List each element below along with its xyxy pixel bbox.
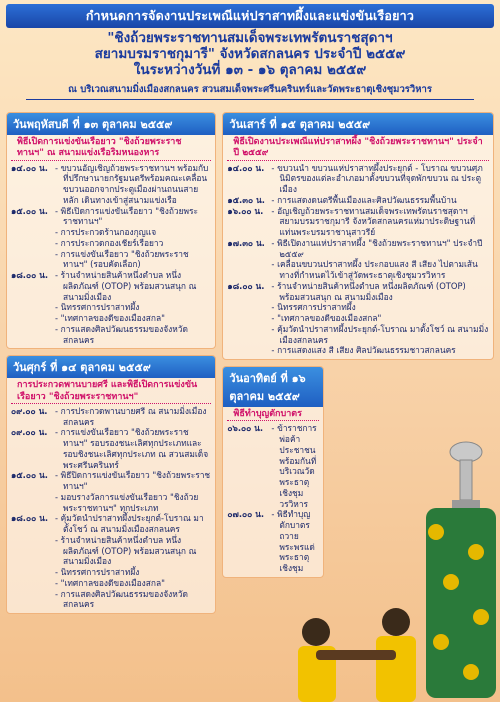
day-subtitle: พิธีเปิดการแข่งขันเรือยาว "ชิงถ้วยพระราชทานฯ" ณ สนามแข่งเรือริมหนองหาร <box>11 135 211 161</box>
day-subtitle: การประกวดพานบายศรี และพิธีเปิดการแข่งขันเรือยาว "ชิงถ้วยพระราชทานฯ" <box>11 378 211 404</box>
schedule-columns <box>6 112 494 698</box>
schedule-item <box>11 427 211 470</box>
day-subtitle: พิธีเปิดงานประเพณีแห่ปราสาทผึ้ง "ชิงถ้วยพระราชทานฯ" ประจำปี ๒๕๕๙ <box>227 135 489 161</box>
item-line: - การประกวดพานบายศรี ณ สนามมิ่งเมืองสกลนคร <box>55 405 207 427</box>
item-details <box>55 270 211 345</box>
item-details <box>271 281 489 356</box>
left-column <box>6 112 216 698</box>
item-line: - พิธีเปิดงานแห่ปราสาทผึ้ง "ชิงถ้วยพระราชทานฯ" ประจำปี ๒๕๕๙ <box>271 237 483 259</box>
item-time: ๐๙.๐๐ น. <box>11 427 48 438</box>
item-line: - การประกวดร้านกองกุญแจ <box>55 227 157 237</box>
schedule-item <box>227 509 319 574</box>
item-line: - พิธีปิดการแข่งขันเรือยาว "ชิงถ้วยพระราชทานฯ" <box>55 470 211 491</box>
schedule-item <box>227 163 489 195</box>
schedule-items <box>7 161 215 349</box>
item-time: ๑๔.๐๐ น. <box>227 162 265 173</box>
item-time: ๑๕.๐๐ น. <box>11 205 48 216</box>
item-details <box>55 406 211 428</box>
schedule-item <box>227 206 489 238</box>
item-line: - การแข่งขันเรือยาว "ชิงถ้วยพระราชทานฯ" รอบรองชนะเลิศทุกประเภทและรอบชิงชนะเลิศทุกประเภท ณ สวนสมเด็จพระศรีนครินทร์ <box>55 427 209 470</box>
item-line: - นิทรรศการปราสาทผึ้ง <box>55 567 140 577</box>
day-title: วันเสาร์ ที่ ๑๕ ตุลาคม ๒๕๕๙ <box>223 113 493 135</box>
schedule-items <box>223 161 493 360</box>
event-name-line2: สยามบรมราชกุมารี" จังหวัดสกลนคร ประจำปี ๒๕๕๙ <box>94 46 406 63</box>
item-details <box>271 206 489 238</box>
item-line: - ร้านจำหน่ายสินค้าหนึ่งตำบล หนึ่งผลิตภัณฑ์ (OTOP) พร้อมสวนสนุก ณ สนามมิ่งเมือง <box>55 534 197 567</box>
item-line: - การประกวดกองเชียร์เรือยาว <box>55 237 164 248</box>
item-details <box>271 509 319 574</box>
item-line: - อัญเชิญถ้วยพระราชทานสมเด็จพระเทพรัตนราชสุดาฯ สยามบรมราชกุมารี จังหวัดสกลนครแห่มาประดิษฐานที่แท่นพระบรมราชานุสาวรีย์ <box>271 205 476 237</box>
day-title: วันศุกร์ ที่ ๑๔ ตุลาคม ๒๕๕๙ <box>7 356 215 378</box>
item-time: ๑๘.๐๐ น. <box>11 513 49 524</box>
item-details <box>271 423 319 509</box>
item-time: ๑๖.๐๐ น. <box>227 205 264 216</box>
day-block-thursday <box>6 112 216 349</box>
item-line: - ร้านจำหน่ายสินค้าหนึ่งตำบล หนึ่งผลิตภัณฑ์ (OTOP) พร้อมสวนสนุก ณ สนามมิ่งเมือง <box>271 280 466 302</box>
schedule-item <box>11 513 211 610</box>
item-time: ๐๙.๐๐ น. <box>11 405 48 416</box>
item-details <box>55 206 211 271</box>
event-name <box>6 30 494 79</box>
item-details <box>271 238 489 281</box>
day-block-saturday <box>222 112 494 360</box>
event-location: ณ บริเวณสนามมิ่งเมืองสกลนคร สวนสมเด็จพระศรีนครินทร์และวัดพระธาตุเชิงชุมวรวิหาร <box>26 82 474 100</box>
item-line: - นิทรรศการปราสาทผึ้ง <box>55 302 140 313</box>
item-details <box>55 513 211 610</box>
item-line: - การแสดงแสง สี เสียง ศิลปวัฒนธรรมชาวสกลนคร <box>271 345 456 356</box>
schedule-item <box>11 163 211 206</box>
item-line: - ขบวนอัญเชิญถ้วยพระราชทานฯ พร้อมกับที่ปรึกษานายกรัฐมนตรีพร้อมคณะเคลื่อนขบวนออกจากประตูเมืองผ่านถนนสายหลัก เดินทางเข้าสู่สนามแข่งเรือ <box>55 162 209 205</box>
schedule-item <box>227 195 489 206</box>
item-time: ๑๗.๓๐ น. <box>227 237 265 248</box>
item-details <box>271 195 489 206</box>
item-line: - "เทศกาลของดีของเมืองสกล" <box>55 313 165 323</box>
item-time: ๑๔.๐๐ น. <box>11 162 48 173</box>
schedule-item <box>227 281 489 356</box>
event-name-line1: "ชิงถ้วยพระราชทานสมเด็จพระเทพรัตนราชสุดาฯ <box>107 30 393 46</box>
item-line: - พิธีเปิดการแข่งขันเรือยาว "ชิงถ้วยพระราชทานฯ" <box>55 205 199 227</box>
item-time: ๑๘.๐๐ น. <box>11 270 49 280</box>
schedule-item <box>11 470 211 513</box>
item-line: - "เทศกาลของดีของเมืองสกล" <box>271 313 382 323</box>
schedule-items <box>7 404 215 613</box>
item-line: - คุ้มวัดนำปราสาทผึ้งประยุกต์-โบราณ มาตั้งโชว์ ณ สนามมิ่งเมืองสกลนคร <box>271 323 489 345</box>
item-line: - พิธีทำบุญตักบาตรถวายพระพรแด่พระธาตุเชิงชุม <box>271 509 315 573</box>
item-details <box>271 163 489 195</box>
day-title: วันพฤหัสบดี ที่ ๑๓ ตุลาคม ๒๕๕๙ <box>7 113 215 135</box>
item-details <box>55 163 211 206</box>
item-line: - มอบรางวัลการแข่งขันเรือยาว "ชิงถ้วยพระราชทานฯ" ทุกประเภท <box>55 491 199 513</box>
item-time: ๑๕.๓๐ น. <box>227 194 265 205</box>
item-time: ๐๗.๐๐ น. <box>227 509 265 520</box>
day-subtitle: พิธีทำบุญตักบาตร <box>227 407 319 421</box>
item-line: - การแสดงศิลปวัฒนธรรมของจังหวัดสกลนคร <box>55 588 188 610</box>
schedule-item <box>227 423 319 509</box>
item-line: - ร้านจำหน่ายสินค้าหนึ่งตำบล หนึ่งผลิตภัณฑ์ (OTOP) พร้อมสวนสนุก ณ สนามมิ่งเมือง <box>55 270 197 302</box>
schedule-item <box>227 238 489 281</box>
item-line: - "เทศกาลของดีของเมืองสกล" <box>55 577 165 588</box>
item-time: ๐๖.๐๐ น. <box>227 423 264 434</box>
item-line: - การแข่งขันเรือยาว "ชิงถ้วยพระราชทานฯ" (รอบคัดเลือก) <box>55 248 189 270</box>
item-details <box>55 470 211 513</box>
item-time: ๑๘.๐๐ น. <box>227 280 265 291</box>
schedule-item <box>11 406 211 428</box>
item-line: - การแสดงดนตรีพื้นเมืองและศิลปวัฒนธรรมพื้นบ้าน <box>271 194 457 205</box>
item-line: - ข้าราชการ พ่อค้า ประชาชนพร้อมกันที่บริเวณวัดพระธาตุเชิงชุมวรวิหาร <box>271 423 317 509</box>
schedule-item <box>11 270 211 345</box>
day-block-friday <box>6 355 216 614</box>
day-block-sunday <box>222 366 324 578</box>
schedule-item <box>11 206 211 271</box>
day-title: วันอาทิตย์ ที่ ๑๖ ตุลาคม ๒๕๕๙ <box>223 367 323 407</box>
item-line: - การแสดงศิลปวัฒนธรรมของจังหวัดสกลนคร <box>55 323 188 345</box>
poster-title: กำหนดการจัดงานประเพณีแห่ปราสาทผึ้งและแข่งขันเรือยาว <box>6 4 494 28</box>
item-details <box>55 427 211 470</box>
item-line: - เคลื่อนขบวนปราสาทผึ้ง ประกอบแสง สี เสียง ไปตามเส้นทางที่กำหนดไว้เข้าสู่วัดพระธาตุเชิงชุมวรวิหาร <box>271 259 478 280</box>
item-line: - ขบวนนำ ขบวนแห่ปราสาทผึ้งประยุกต์ - โบราณ ขบวนศุภนิมิตรของแต่ละอำเภอมาตั้งขบวนที่จุดพักขบวน ณ ประตูเมือง <box>271 162 483 194</box>
item-line: - นิทรรศการปราสาทผึ้ง <box>271 302 356 313</box>
item-line: - คุ้มวัดนำปราสาทผึ้งประยุกต์-โบราณ มาตั้งโชว์ ณ สนามมิ่งเมืองสกลนคร <box>55 513 204 534</box>
event-dates: ในระหว่างวันที่ ๑๓ - ๑๖ ตุลาคม ๒๕๕๙ <box>133 62 367 79</box>
right-column <box>222 112 494 698</box>
item-time: ๑๕.๐๐ น. <box>11 470 48 481</box>
schedule-items <box>223 421 323 577</box>
